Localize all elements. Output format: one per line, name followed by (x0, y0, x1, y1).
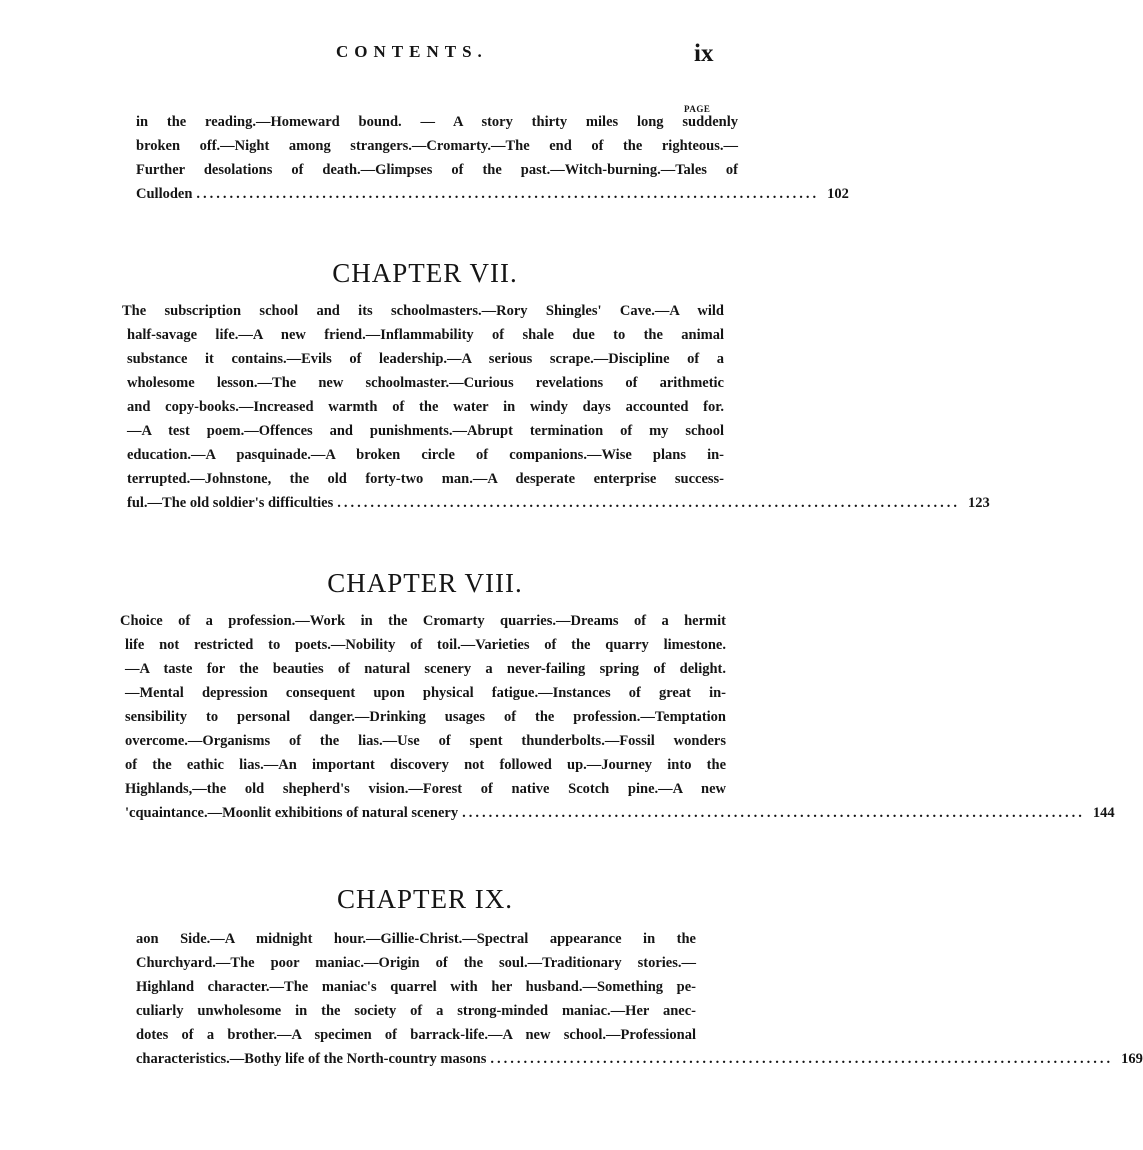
entry-line: Highland character.—The maniac's quarrel with her husband.—Something pe- (136, 979, 696, 995)
entry-line-text: Culloden (136, 186, 193, 202)
entry-line: aon Side.—A midnight hour.—Gillie-Christ.—Spectral appearance in the (136, 931, 696, 947)
dot-leader: .............................................................................................. (462, 805, 1085, 821)
page-number: 169 (1121, 1051, 1143, 1067)
entry-line: —Mental depression consequent upon physical fatigue.—Instances of great in- (125, 685, 726, 701)
entry-line: Churchyard.—The poor maniac.—Origin of the soul.—Traditionary stories.— (136, 955, 696, 971)
entry-line: overcome.—Organisms of the lias.—Use of spent thunderbolts.—Fossil wonders (125, 733, 726, 749)
entry-line: sensibility to personal danger.—Drinking usages of the profession.—Temptation (125, 709, 726, 725)
running-title: CONTENTS. (336, 42, 488, 61)
toc-entry-chapter-ix (136, 927, 1143, 1071)
folio-page-number: ix (694, 40, 714, 67)
entry-line: terrupted.—Johnstone, the old forty-two man.—A desperate enterprise success- (127, 471, 724, 487)
page-number: 102 (827, 186, 849, 202)
entry-line: broken off.—Night among strangers.—Cromarty.—The end of the righteous.— (136, 138, 738, 154)
entry-line-text: ful.—The old soldier's difficulties (127, 495, 334, 511)
dot-leader: .............................................................................................. (196, 186, 820, 202)
dot-leader: .............................................................................................. (490, 1051, 1114, 1067)
entry-line: —A test poem.—Offences and punishments.—Abrupt termination of my school (127, 423, 724, 439)
entry-line: The subscription school and its schoolmasters.—Rory Shingles' Cave.—A wild (122, 303, 724, 319)
entry-line: in the reading.—Homeward bound. — A story thirty miles long suddenly (136, 114, 738, 130)
toc-entry-chapter-viii (120, 609, 1115, 825)
entry-line: dotes of a brother.—A specimen of barrack-life.—A new school.—Professional (136, 1027, 696, 1043)
page-number: 144 (1092, 805, 1115, 821)
toc-entry-chapter-vii (122, 299, 990, 515)
entry-last-line (122, 491, 990, 515)
entry-last-line (120, 801, 1115, 825)
entry-line: wholesome lesson.—The new schoolmaster.—Curious revelations of arithmetic (127, 375, 724, 391)
chapter-heading: CHAPTER VIII. (327, 568, 523, 598)
dot-leader: .............................................................................................. (337, 495, 960, 511)
page-column-label: PAGE (684, 104, 711, 114)
chapter-heading: CHAPTER IX. (336, 884, 513, 914)
entry-line: life not restricted to poets.—Nobility of toil.—Varieties of the quarry limestone. (125, 637, 726, 653)
entry-line: and copy-books.—Increased warmth of the water in windy days accounted for. (127, 399, 724, 415)
toc-entry-continued (136, 110, 849, 206)
entry-line: substance it contains.—Evils of leadership.—A serious scrape.—Discipline of a (127, 351, 724, 367)
entry-line: of the eathic lias.—An important discovery not followed up.—Journey into the (125, 757, 726, 773)
entry-last-line (136, 182, 849, 206)
entry-line: —A taste for the beauties of natural scenery a never-failing spring of delight. (125, 661, 726, 677)
entry-line-text: 'cquaintance.—Moonlit exhibitions of natural scenery (125, 805, 459, 821)
entry-last-line (136, 1047, 1143, 1071)
running-head (0, 42, 850, 72)
entry-line: half-savage life.—A new friend.—Inflammability of shale due to the animal (127, 327, 724, 343)
entry-line: Highlands,—the old shepherd's vision.—Forest of native Scotch pine.—A new (125, 781, 726, 797)
entry-line: Further desolations of death.—Glimpses of the past.—Witch-burning.—Tales of (136, 162, 738, 178)
chapter-heading: CHAPTER VII. (332, 258, 518, 288)
entry-line: education.—A pasquinade.—A broken circle of companions.—Wise plans in- (127, 447, 724, 463)
page-number: 123 (968, 495, 990, 511)
entry-line: culiarly unwholesome in the society of a strong-minded maniac.—Her anec- (136, 1003, 696, 1019)
entry-line-text: characteristics.—Bothy life of the North-country masons (136, 1051, 487, 1067)
entry-line: Choice of a profession.—Work in the Cromarty quarries.—Dreams of a hermit (120, 613, 726, 629)
